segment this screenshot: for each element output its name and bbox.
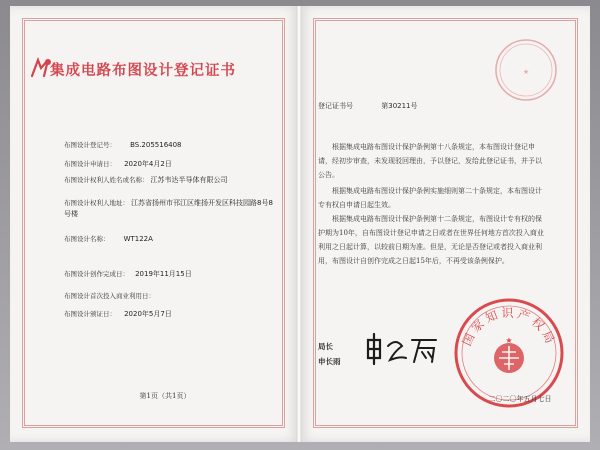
paragraph-effective: 根据集成电路布图设计保护条例实施细则第二十条规定，本布图设计专有权自申请日起生效。 bbox=[318, 187, 542, 209]
field-label: 布图设计申请日： bbox=[64, 160, 116, 168]
field-value: BS.205516408 bbox=[130, 141, 182, 149]
field-owner-name bbox=[64, 175, 264, 186]
svg-text:国家知识产权局: 国家知识产权局 bbox=[459, 306, 559, 349]
field-issue-date bbox=[64, 309, 172, 319]
field-first-commercial-use-date bbox=[64, 291, 155, 300]
field-registration-number bbox=[64, 140, 182, 149]
field-value: 2019年11月15日 bbox=[135, 270, 192, 278]
paragraph-protection-term: 根据集成电路布图设计保护条例第十二条规定，布图设计专有权的保护期为10年，自布图设计登记申请之日或者在世界任何地方首次投入商业利用之日起计算，以较前日期为准。但是，无论是否登记或者投入商业利用，布图设计自创作完成之日起15年后，不再受该条例保护。 bbox=[318, 215, 544, 265]
field-label: 布图设计首次投入商业利用日： bbox=[64, 292, 155, 300]
field-application-date bbox=[64, 159, 172, 169]
certificate-title: 集成电路布图设计登记证书 bbox=[50, 63, 236, 79]
field-value: WT122A bbox=[123, 235, 153, 243]
field-label: 布图设计颁证日： bbox=[64, 310, 116, 318]
signer-title: 局长 bbox=[318, 342, 333, 351]
field-owner-address bbox=[64, 198, 274, 220]
svg-text:★: ★ bbox=[505, 336, 513, 345]
field-value: 江苏省扬州市邗江区维扬开发区科技园路8号8号楼 bbox=[64, 199, 273, 218]
field-label: 布图设计名称： bbox=[64, 235, 110, 243]
field-creation-date bbox=[64, 269, 192, 279]
certificate-number: 第30211号 bbox=[381, 102, 418, 110]
certificate-number-label: 登记证书号 bbox=[318, 102, 353, 110]
top-seal-stamp-icon bbox=[492, 36, 560, 104]
field-label: 布图设计登记号： bbox=[64, 141, 116, 149]
field-label: 布图设计创作完成日： bbox=[64, 270, 129, 278]
certificate-number-line bbox=[318, 101, 418, 111]
page-number: 第1页（共1页） bbox=[139, 392, 191, 400]
field-value: 2020年5月7日 bbox=[124, 310, 172, 318]
field-label: 布图设计权利人地址： bbox=[64, 199, 129, 207]
handwritten-signature bbox=[362, 332, 442, 368]
svg-text:★: ★ bbox=[522, 68, 530, 76]
book-spine bbox=[296, 6, 302, 442]
field-value: 2020年4月2日 bbox=[124, 160, 172, 168]
paragraph-registration: 根据集成电路布图设计保护条例第十八条规定，本布图设计登记申请，经初步审查，未发现驳回理由，予以登记，发给此登记证书，并予以公告。 bbox=[318, 143, 542, 179]
signer-name: 申长雨 bbox=[318, 357, 341, 366]
field-design-name bbox=[64, 234, 153, 243]
field-value: 江苏韦达半导体有限公司 bbox=[150, 176, 228, 184]
field-label: 布图设计权利人姓名或名称： bbox=[64, 176, 149, 184]
official-seal-stamp-icon bbox=[452, 296, 566, 410]
issue-date-chinese: 二〇二〇年五月七日 bbox=[488, 395, 552, 403]
